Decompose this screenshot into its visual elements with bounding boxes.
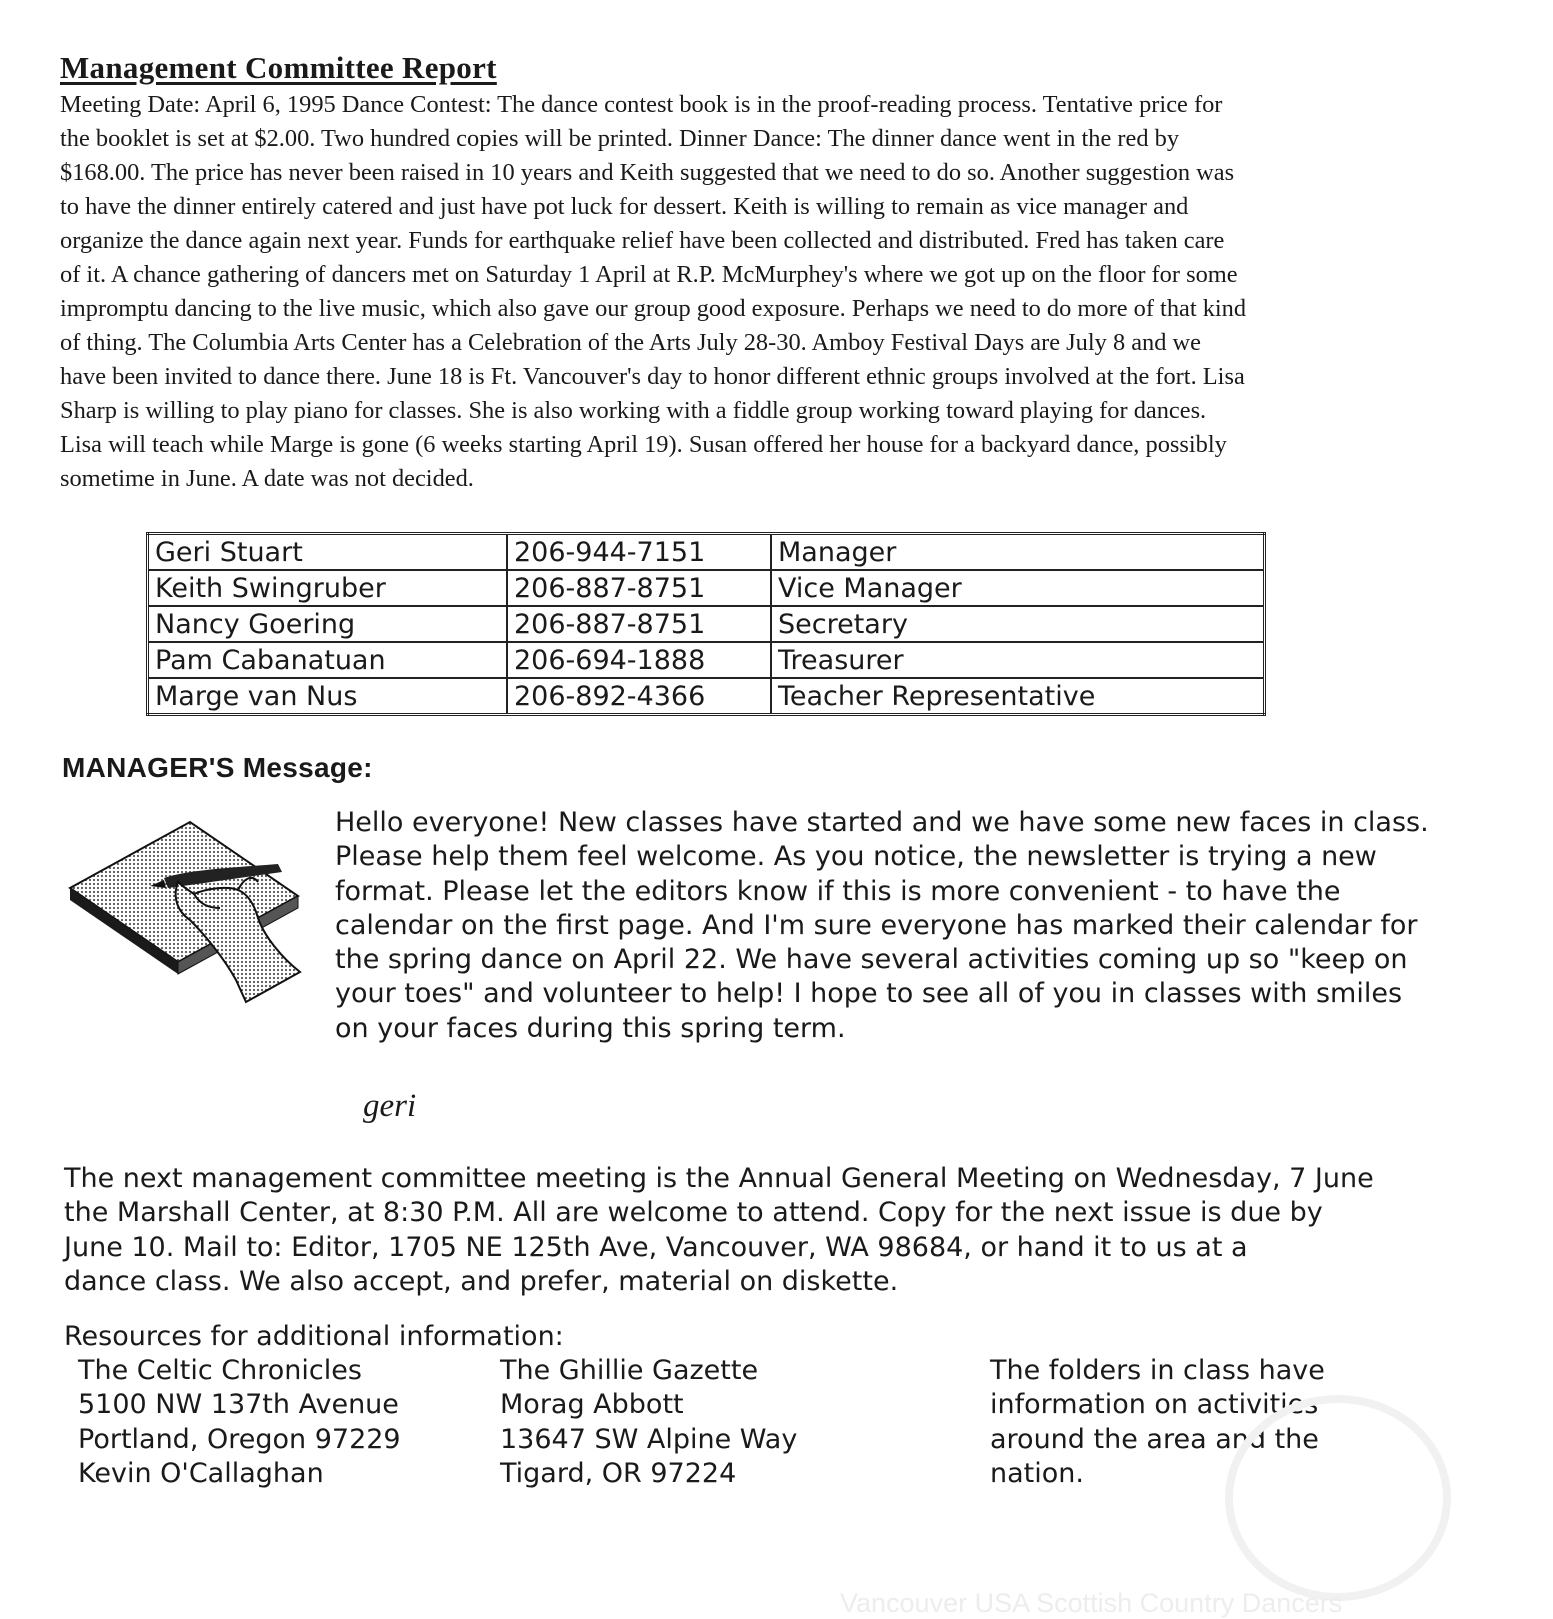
resource-line: nation.: [990, 1458, 1084, 1490]
resource-line: Tigard, OR 97224: [500, 1458, 737, 1490]
officer-phone: 206-887-8751: [507, 570, 771, 606]
next-meeting-notice: [64, 1162, 1504, 1300]
officer-role: Treasurer: [771, 642, 1265, 678]
resource-line: Kevin O'Callaghan: [78, 1458, 324, 1490]
officer-role: Vice Manager: [771, 570, 1265, 606]
report-line: have been invited to dance there. June 18 is Ft. Vancouver's day to honor different ethnic groups involved at the fort. Lisa: [60, 363, 1245, 390]
report-line: $168.00. The price has never been raised in 10 years and Keith suggested that we need to do so. Another suggestion was: [60, 159, 1235, 186]
hand-writing-on-notepad-icon: [68, 808, 303, 1013]
signature: geri: [363, 1088, 417, 1124]
officer-name: Nancy Goering: [148, 606, 508, 642]
notice-line: June 10. Mail to: Editor, 1705 NE 125th Ave, Vancouver, WA 98684, or hand it to us at a: [64, 1231, 1248, 1263]
officer-role: Teacher Representative: [771, 678, 1265, 715]
notice-line: The next management committee meeting is the Annual General Meeting on Wednesday, 7 June: [64, 1163, 1374, 1194]
manager-message: [335, 806, 1515, 1046]
report-line: Sharp is willing to play piano for classes. She is also working with a fiddle group working toward playing for dances.: [60, 397, 1207, 424]
report-line: organize the dance again next year. Funds for earthquake relief have been collected and distributed. Fred has taken care: [60, 227, 1225, 254]
officer-name: Pam Cabanatuan: [148, 642, 508, 678]
officer-name: Marge van Nus: [148, 678, 508, 715]
resource-line: Portland, Oregon 97229: [78, 1423, 401, 1455]
officer-row: [148, 642, 1265, 678]
resource-line: The Celtic Chronicles: [78, 1355, 362, 1386]
officer-phone: 206-892-4366: [507, 678, 771, 715]
message-line: on your faces during this spring term.: [335, 1012, 846, 1044]
message-line: the spring dance on April 22. We have several activities coming up so "keep on: [335, 944, 1408, 976]
message-line: Hello everyone! New classes have started and we have some new faces in class.: [335, 807, 1429, 838]
officer-phone: 206-944-7151: [507, 534, 771, 571]
notice-line: dance class. We also accept, and prefer, material on diskette.: [64, 1266, 899, 1298]
officer-role: Manager: [771, 534, 1265, 571]
resource-line: around the area and the: [990, 1423, 1319, 1455]
report-body: [60, 88, 1455, 496]
resource-ghillie-gazette: [500, 1354, 797, 1492]
report-line: of thing. The Columbia Arts Center has a Celebration of the Arts July 28-30. Amboy Festival Days are July 8 and we: [60, 329, 1201, 356]
officers-table: [146, 532, 1266, 716]
resource-line: The Ghillie Gazette: [500, 1355, 759, 1386]
message-line: Please help them feel welcome. As you notice, the newsletter is trying a new: [335, 841, 1377, 873]
report-line: impromptu dancing to the live music, which also gave our group good exposure. Perhaps we need to do more of that kind: [60, 295, 1247, 322]
manager-heading: MANAGER'S Message:: [62, 752, 373, 783]
resource-line: 5100 NW 137th Avenue: [78, 1389, 399, 1421]
resource-celtic-chronicles: [78, 1354, 401, 1492]
officer-row: [148, 570, 1265, 606]
officer-row: [148, 678, 1265, 715]
resources-heading: Resources for additional information:: [64, 1321, 564, 1352]
officer-phone: 206-887-8751: [507, 606, 771, 642]
resource-line: Morag Abbott: [500, 1389, 684, 1421]
report-line: the booklet is set at $2.00. Two hundred copies will be printed. Dinner Dance: The dinner dance went in the red by: [60, 125, 1180, 152]
officer-phone: 206-694-1888: [507, 642, 771, 678]
resource-line: 13647 SW Alpine Way: [500, 1423, 798, 1455]
report-line: to have the dinner entirely catered and just have pot luck for dessert. Keith is willing to remain as vice manager and: [60, 193, 1189, 220]
report-line: Lisa will teach while Marge is gone (6 weeks starting April 19). Susan offered her house for a backyard dance, possibly: [60, 431, 1227, 458]
message-line: format. Please let the editors know if this is more convenient - to have the: [335, 875, 1341, 907]
report-title: Management Committee Report: [60, 50, 497, 85]
officer-name: Keith Swingruber: [148, 570, 508, 606]
report-line: sometime in June. A date was not decided.: [60, 465, 474, 492]
message-line: your toes" and volunteer to help! I hope to see all of you in classes with smiles: [335, 978, 1403, 1010]
message-line: calendar on the first page. And I'm sure everyone has marked their calendar for: [335, 909, 1418, 941]
faint-stamp-mark: [1225, 1395, 1451, 1601]
resource-line: The folders in class have: [990, 1355, 1325, 1386]
notice-line: the Marshall Center, at 8:30 P.M. All are welcome to attend. Copy for the next issue is due by: [64, 1197, 1323, 1229]
report-line: of it. A chance gathering of dancers met on Saturday 1 April at R.P. McMurphey's where we got up on the floor for some: [60, 261, 1238, 288]
officer-role: Secretary: [771, 606, 1265, 642]
officer-row: [148, 606, 1265, 642]
resource-line: information on activities: [990, 1389, 1319, 1421]
officer-row: [148, 534, 1265, 571]
officer-name: Geri Stuart: [148, 534, 508, 571]
report-line: Meeting Date: April 6, 1995 Dance Contest: The dance contest book is in the proof-reading process. Tentative price for: [60, 91, 1223, 118]
bleed-through-text: Vancouver USA Scottish Country Dancers: [840, 1588, 1343, 1618]
